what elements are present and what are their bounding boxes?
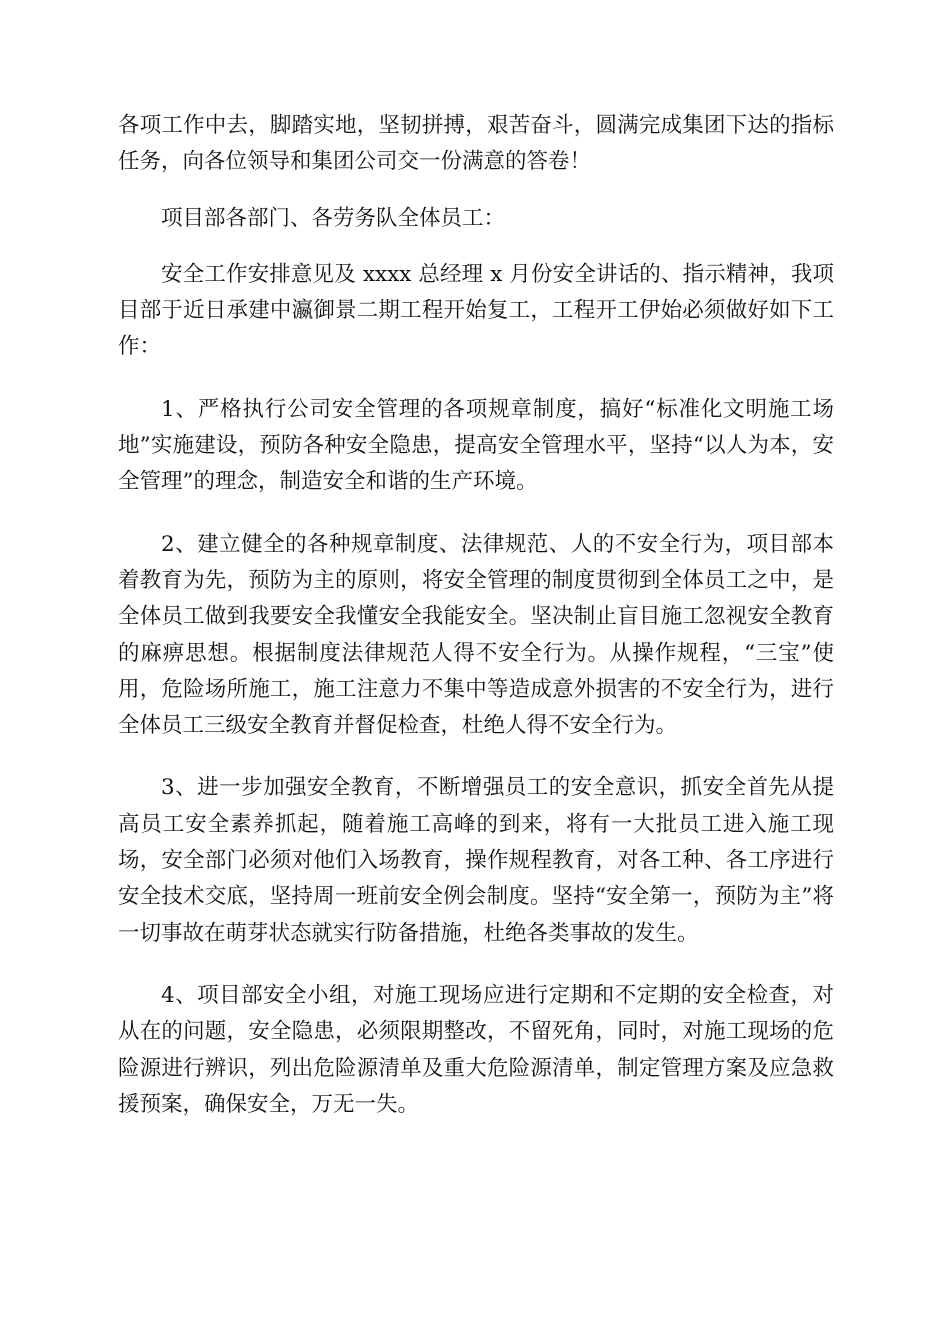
paragraph-item-2: 2、建立健全的各种规章制度、法律规范、人的不安全行为，项目部本着教育为先，预防为主的原则，将安全管理的制度贯彻到全体员工之中，是全体员工做到我要安全我懂安全我能安全。坚决制止盲目施工忽视安全教育的麻痹思想。根据制度法律规范人得不安全行为。从操作规程，“三宝”使用，危险场所施工，施工注意力不集中等造成意外损害的不安全行为，进行全体员工三级安全教育并督促检查，杜绝人得不安全行为。 (118, 531, 834, 739)
paragraph-item-3: 3、进一步加强安全教育，不断增强员工的安全意识，抓安全首先从提高员工安全素养抓起，随着施工高峰的到来，将有一大批员工进入施工现场，安全部门必须对他们入场教育，操作规程教育，对各工种、各工序进行安全技术交底，坚持周一班前安全例会制度。坚持“安全第一，预防为主”将一切事故在萌芽状态就实行防备措施，杜绝各类事故的发生。 (118, 775, 834, 946)
paragraph-item-1: 1、严格执行公司安全管理的各项规章制度，搞好“标准化文明施工场地”实施建设，预防各种安全隐患，提高安全管理水平，坚持“以人为本，安全管理”的理念，制造安全和谐的生产环境。 (118, 396, 834, 495)
paragraph-continuation: 各项工作中去，脚踏实地，坚韧拼搏，艰苦奋斗，圆满完成集团下达的指标任务，向各位领导和集团公司交一份满意的答卷！ (118, 113, 834, 175)
paragraph-intro: 安全工作安排意见及 xxxx 总经理 x 月份安全讲话的、指示精神，我项目部于近日承建中瀛御景二期工程开始复工，工程开工伊始必须做好如下工作： (118, 261, 834, 360)
paragraph-salutation: 项目部各部门、各劳务队全体员工： (161, 205, 506, 231)
document-body (118, 108, 834, 1123)
paragraph-item-4: 4、项目部安全小组，对施工现场应进行定期和不定期的安全检查，对从在的问题，安全隐患，必须限期整改，不留死角，同时，对施工现场的危险源进行辨识，列出危险源清单及重大危险源清单，制定管理方案及应急救援预案，确保安全，万无一失。 (118, 982, 834, 1117)
